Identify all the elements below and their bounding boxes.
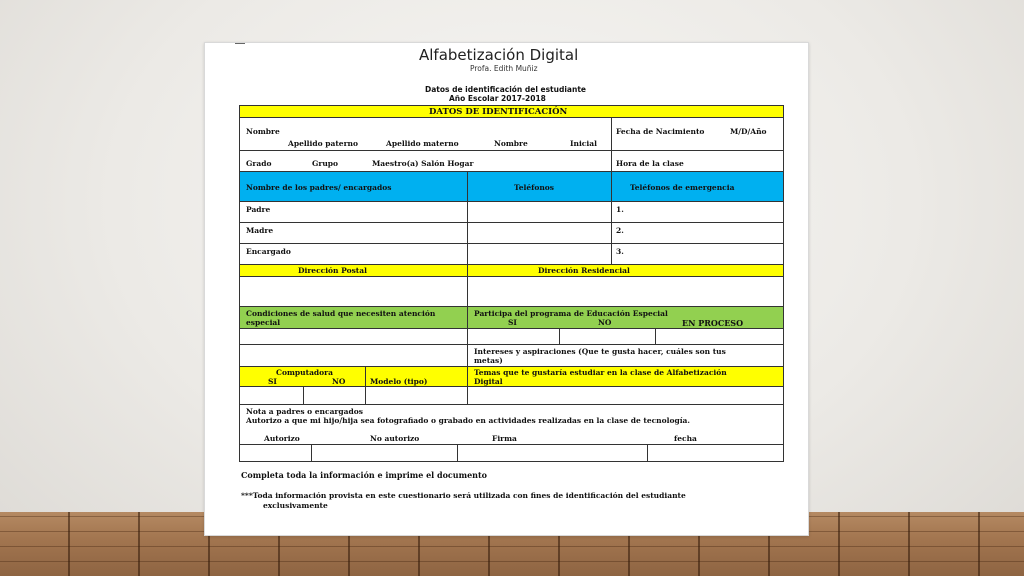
- educ-no-field[interactable]: [560, 329, 656, 345]
- instruction-text: Completa toda la información e imprime el documento: [241, 470, 487, 480]
- emergencia-header-cell: [612, 172, 784, 202]
- fecha-field[interactable]: [648, 445, 784, 462]
- school-year: Año Escolar 2017-2018: [449, 94, 546, 103]
- padres-header: Nombre de los padres/ encargados: [246, 183, 392, 192]
- maestro-label: Maestro(a) Salón Hogar: [372, 159, 474, 168]
- fecha-label: fecha: [674, 434, 697, 443]
- padre-telefono-cell[interactable]: [468, 202, 612, 223]
- emergencia-3-label: 3.: [616, 247, 624, 256]
- fecha-nacimiento-cell[interactable]: [612, 118, 784, 151]
- computadora-label: Computadora: [276, 368, 333, 377]
- emergencia-2-label: 2.: [616, 226, 624, 235]
- form-header-row: [240, 106, 784, 118]
- educacion-especial-label: Participa del programa de Educación Especial: [474, 309, 668, 318]
- intereses-label-line2: metas): [474, 356, 503, 365]
- firma-label: Firma: [492, 434, 517, 443]
- computadora-si-field[interactable]: [240, 387, 304, 405]
- emergencia-3-cell[interactable]: [612, 244, 784, 265]
- educ-no-label: NO: [598, 318, 612, 327]
- encargado-cell[interactable]: [240, 244, 468, 265]
- educ-en-proceso-field[interactable]: [656, 329, 784, 345]
- grado-cell[interactable]: [240, 151, 612, 172]
- autorizo-field[interactable]: [240, 445, 312, 462]
- autorizo-label: Autorizo: [264, 434, 300, 443]
- direccion-residencial-label: Dirección Residencial: [538, 266, 630, 275]
- no-autorizo-label: No autorizo: [370, 434, 420, 443]
- privacy-note: [241, 491, 781, 511]
- autorizo-texto: Autorizo a que mi hijo/hija sea fotografiado o grabado en actividades realizadas en la clase de tecnología.: [246, 416, 691, 425]
- computadora-si-label: SI: [268, 377, 277, 386]
- direccion-postal-label: Dirección Postal: [298, 266, 367, 275]
- emergencia-1-cell[interactable]: [612, 202, 784, 223]
- salud-label-line2: especial: [246, 318, 281, 327]
- salud-field[interactable]: [240, 329, 468, 345]
- temas-label-line2: Digital: [474, 377, 503, 386]
- identification-form: [239, 105, 784, 462]
- document-author: Profa. Edith Muñiz: [470, 64, 538, 73]
- padre-label: Padre: [246, 205, 271, 214]
- grado-label: Grado: [246, 159, 272, 168]
- nombre-label: Nombre: [246, 127, 280, 136]
- page-mark: [235, 43, 245, 44]
- nombre-cell[interactable]: [240, 118, 612, 151]
- direccion-postal-header-cell: [240, 265, 468, 277]
- privacy-note-line1: ***Toda información provista en este cuestionario será utilizada con fines de identificación del estudiante: [241, 491, 686, 500]
- telefonos-header: Teléfonos: [514, 183, 555, 192]
- nota-cell: [240, 405, 784, 445]
- temas-field[interactable]: [468, 387, 784, 405]
- direccion-residencial-header-cell: [468, 265, 784, 277]
- temas-label-line1: Temas que te gustaría estudiar en la clase de Alfabetización: [474, 368, 727, 377]
- document-page: [204, 42, 809, 536]
- privacy-note-line2: exclusivamente: [263, 501, 328, 510]
- fecha-nacimiento-label: Fecha de Nacimiento: [616, 127, 705, 136]
- madre-cell[interactable]: [240, 223, 468, 244]
- computadora-header-cell: [240, 367, 366, 387]
- inicial-label: Inicial: [570, 139, 597, 148]
- salud-label-line1: Condiciones de salud que necesiten atención: [246, 309, 436, 318]
- document-subtitle: Datos de identificación del estudiante: [425, 85, 586, 94]
- apellido-materno-label: Apellido materno: [386, 139, 459, 148]
- padres-header-cell: [240, 172, 468, 202]
- temas-header-cell: [468, 367, 784, 387]
- intereses-label-line1: Intereses y aspiraciones (Que te gusta hacer, cuáles son tus: [474, 347, 726, 356]
- computadora-no-label: NO: [332, 377, 346, 386]
- fecha-formato-label: M/D/Año: [730, 127, 767, 136]
- encargado-label: Encargado: [246, 247, 291, 256]
- intereses-left-blank: [240, 345, 468, 367]
- encargado-telefono-cell[interactable]: [468, 244, 612, 265]
- nota-label: Nota a padres o encargados: [246, 407, 363, 416]
- madre-label: Madre: [246, 226, 274, 235]
- emergencia-header: Teléfonos de emergencia: [630, 183, 735, 192]
- padre-cell[interactable]: [240, 202, 468, 223]
- hora-clase-label: Hora de la clase: [616, 159, 684, 168]
- modelo-field[interactable]: [366, 387, 468, 405]
- educ-si-field[interactable]: [468, 329, 560, 345]
- hora-clase-cell[interactable]: [612, 151, 784, 172]
- nombre-sub-label: Nombre: [494, 139, 528, 148]
- direccion-postal-field[interactable]: [240, 277, 468, 307]
- firma-field[interactable]: [458, 445, 648, 462]
- educacion-especial-header-cell: [468, 307, 784, 329]
- emergencia-2-cell[interactable]: [612, 223, 784, 244]
- modelo-header-cell: [366, 367, 468, 387]
- document-title: Alfabetización Digital: [419, 46, 579, 64]
- intereses-cell[interactable]: [468, 345, 784, 367]
- grupo-label: Grupo: [312, 159, 339, 168]
- telefonos-header-cell: [468, 172, 612, 202]
- salud-header-cell: [240, 307, 468, 329]
- madre-telefono-cell[interactable]: [468, 223, 612, 244]
- form-header: DATOS DE IDENTIFICACIÓN: [429, 107, 568, 117]
- computadora-no-field[interactable]: [304, 387, 366, 405]
- modelo-label: Modelo (tipo): [370, 377, 428, 386]
- direccion-residencial-field[interactable]: [468, 277, 784, 307]
- emergencia-1-label: 1.: [616, 205, 624, 214]
- educ-en-proceso-label: EN PROCESO: [682, 318, 744, 328]
- apellido-paterno-label: Apellido paterno: [288, 139, 358, 148]
- educ-si-label: SI: [508, 318, 517, 327]
- no-autorizo-field[interactable]: [312, 445, 458, 462]
